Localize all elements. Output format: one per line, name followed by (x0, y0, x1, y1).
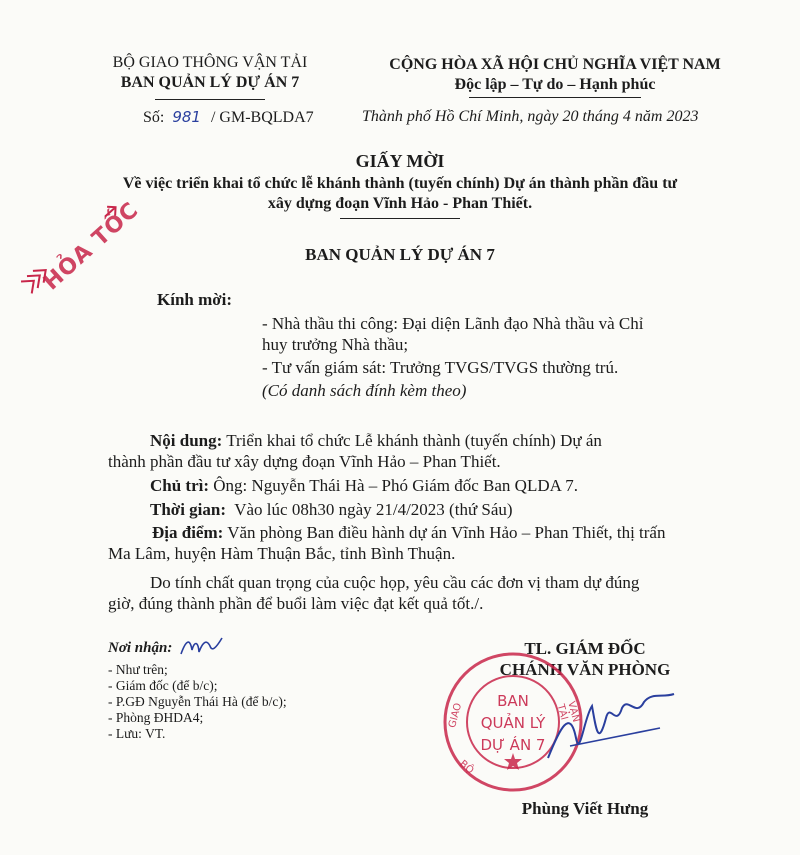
signature-line-2: CHÁNH VĂN PHÒNG (499, 660, 671, 679)
recipient-item: - Phòng ĐHDA4; (108, 710, 204, 725)
time-line (150, 499, 750, 520)
number-handwritten: 981 (172, 108, 201, 126)
place-date: Thành phố Hồ Chí Minh, ngày 20 tháng 4 năm 2023 (362, 108, 699, 125)
closing-paragraph (108, 572, 758, 614)
seal-ring-left: GIAO (447, 701, 465, 730)
recipients-label: Nơi nhận: (108, 640, 173, 656)
content-label: Nội dung: (150, 431, 223, 450)
invitee-contractor-line-2: huy trưởng Nhà thầu; (262, 335, 409, 354)
closing-line-1: Do tính chất quan trọng của cuộc họp, yêu cầu các đơn vị tham dự đúng (150, 573, 640, 592)
subject-line-2: xây dựng đoạn Vĩnh Hảo - Phan Thiết. (267, 195, 533, 212)
seal-ring-bottom: BỘ (457, 758, 476, 777)
seal-center-line-2: QUẢN LÝ (480, 714, 546, 732)
seal-ring-right: VẬN TẢI (554, 700, 582, 724)
invitee-contractor-line-1: - Nhà thầu thi công: Đại diện Lãnh đạo Nhà thầu và Chỉ (262, 314, 644, 333)
chevron-icon (21, 275, 39, 294)
signature-scribble (540, 688, 680, 778)
invitee-supervisor: - Tư vấn giám sát: Trưởng TVGS/TVGS thường trú. (262, 358, 619, 377)
location-text: Văn phòng Ban điều hành dự án Vĩnh Hảo – Phan Thiết, thị trấn (223, 523, 666, 542)
location-label: Địa điểm: (152, 523, 224, 542)
handwritten-signature (540, 688, 680, 778)
subject-line-1: Về việc triển khai tổ chức lễ khánh thành (tuyến chính) Dự án thành phần đầu tư (122, 175, 678, 192)
initials-scribble (178, 634, 224, 660)
issuer-name: BAN QUẢN LÝ DỰ ÁN 7 (305, 245, 495, 264)
chair-label: Chủ trì: (150, 476, 210, 495)
seal-center-line-3: DỰ ÁN 7 (480, 736, 546, 754)
signature-line-1: TL. GIÁM ĐỐC (524, 639, 646, 658)
recipients-list (108, 662, 388, 742)
location-line-2: Ma Lâm, huyện Hàm Thuận Bắc, tỉnh Bình Thuận. (108, 544, 456, 563)
content-text: Triển khai tổ chức Lễ khánh thành (tuyến chính) Dự án (222, 431, 602, 450)
signer-name: Phùng Viết Hưng (521, 799, 649, 818)
document-subject (0, 174, 800, 219)
country-name: CỘNG HÒA XÃ HỘI CHỦ NGHĨA VIỆT NAM (389, 56, 721, 73)
motto: Độc lập – Tự do – Hạnh phúc (454, 76, 656, 93)
chair-line (150, 475, 750, 496)
ministry-name: BỘ GIAO THÔNG VẬN TẢI (112, 54, 308, 71)
motto-underline (469, 97, 641, 98)
time-text: Vào lúc 08h30 ngày 21/4/2023 (thứ Sáu) (226, 500, 513, 519)
recipient-item: - Như trên; (108, 662, 168, 677)
location-line-1 (108, 522, 758, 543)
recipients-header (108, 634, 388, 660)
header-left-underline (155, 99, 265, 100)
content-line-2: thành phần đầu tư xây dựng đoạn Vĩnh Hảo – Phan Thiết. (108, 452, 501, 471)
invitee-list (262, 313, 742, 401)
recipients-block (108, 634, 388, 742)
time-label: Thời gian: (150, 500, 227, 519)
urgent-stamp-text: HỎA TỐC (38, 197, 144, 296)
document-number (143, 107, 343, 128)
chair-text: Ông: Nguyễn Thái Hà – Phó Giám đốc Ban QLDA 7. (209, 476, 578, 495)
location-paragraph (108, 522, 758, 564)
invite-label: Kính mời: (157, 290, 233, 309)
invitee-note: (Có danh sách đính kèm theo) (262, 381, 467, 400)
agency-name: BAN QUẢN LÝ DỰ ÁN 7 (120, 74, 300, 91)
number-code: / GM-BQLDA7 (210, 109, 314, 126)
content-line-1 (108, 430, 748, 451)
header-left (95, 53, 325, 100)
closing-line-2: giờ, đúng thành phần để buổi làm việc đạt kết quả tốt./. (108, 594, 484, 613)
number-label: Số: (143, 109, 165, 126)
content-paragraph (108, 430, 748, 472)
seal-center-line-1: BAN (497, 692, 529, 710)
recipient-item: - Giám đốc (để b/c); (108, 678, 218, 693)
recipient-item: - P.GĐ Nguyễn Thái Hà (để b/c); (108, 694, 287, 709)
document-type: GIẤY MỜI (355, 151, 445, 171)
subject-underline (340, 218, 460, 219)
header-right (365, 55, 745, 98)
recipient-item: - Lưu: VT. (108, 726, 166, 741)
